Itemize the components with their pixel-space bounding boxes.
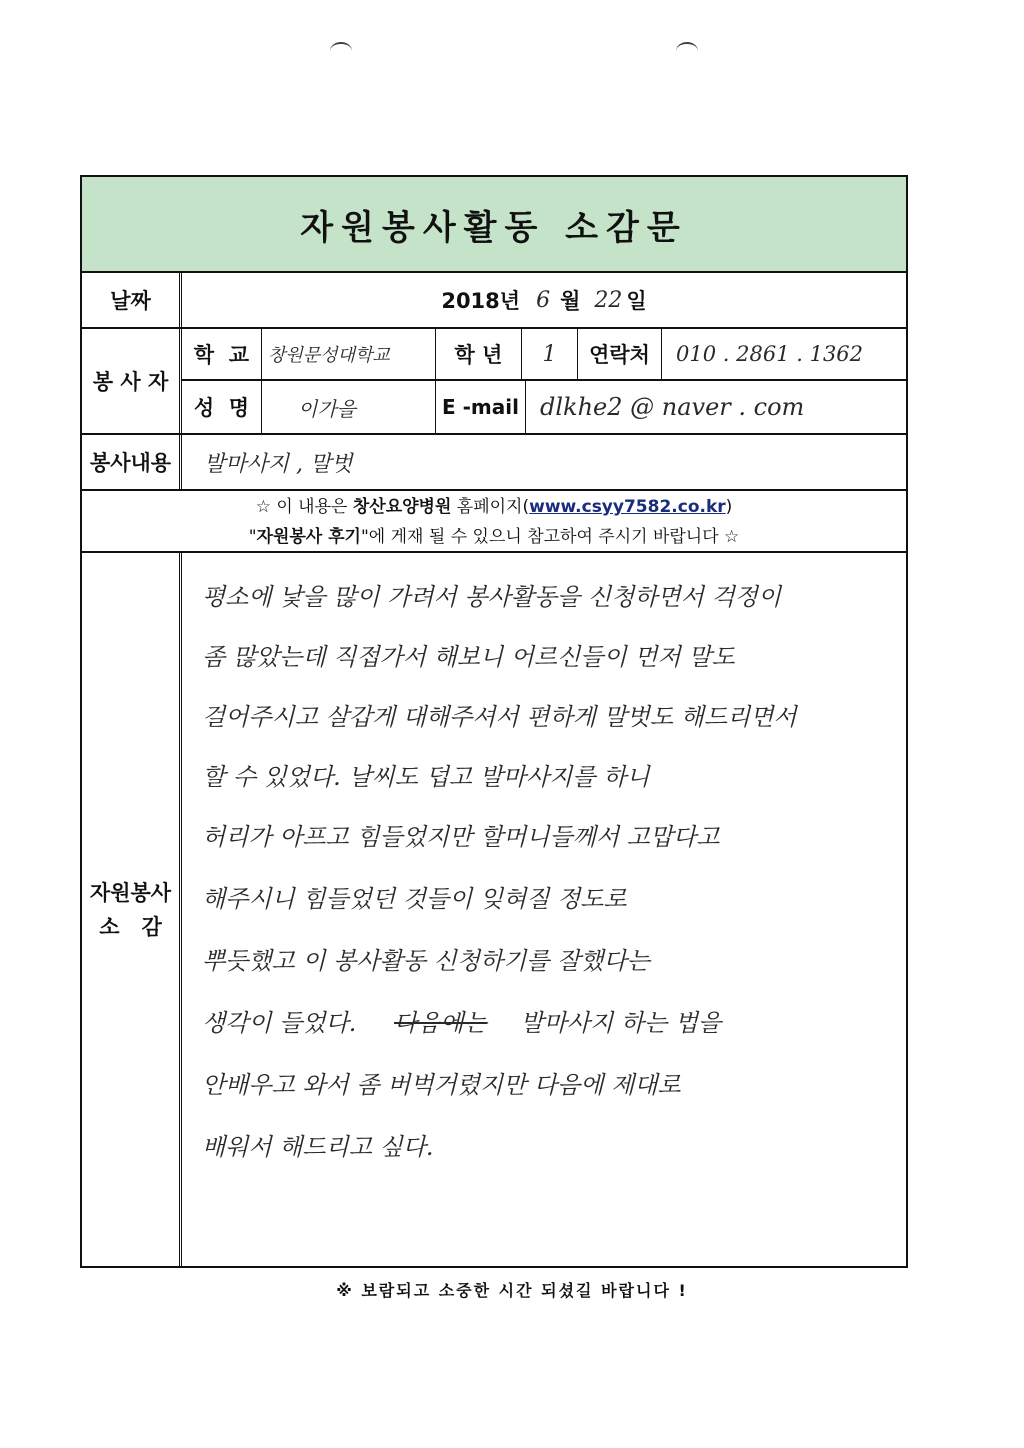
essay-line-9: 안배우고 와서 좀 버벅거렸지만 다음에 제대로 [202, 1071, 681, 1099]
essay-line-7: 뿌듯했고 이 봉사활동 신청하기를 잘했다는 [202, 947, 650, 975]
volunteer-subrow-name [182, 381, 906, 433]
essay-line-8-text: 생각이 들었다. [202, 1009, 357, 1037]
notice-text: 홈페이지( [451, 497, 530, 517]
essay-line-1: 평소에 낯을 많이 가려서 봉사활동을 신청하면서 걱정이 [202, 583, 782, 611]
school-value: 창원문성대학교 [262, 329, 436, 379]
essay-line-8 [202, 1003, 721, 1038]
hospital-name: 창산요양병원 [352, 497, 452, 517]
date-year: 2018년 [441, 289, 521, 313]
service-label: 봉사내용 [82, 435, 182, 489]
email-label: E -mail [436, 381, 526, 433]
service-value: 발마사지 , 말벗 [204, 451, 353, 477]
notice-text: ☆ 이 내용은 [255, 497, 353, 517]
grade-label: 학 년 [436, 329, 522, 379]
hospital-homepage-link[interactable]: www.csyy7582.co.kr [529, 497, 726, 517]
essay-line-5: 허리가 아프고 힘들었지만 할머니들께서 고맙다고 [202, 823, 720, 851]
footer-note: ※ 보람되고 소중한 시간 되셨길 바랍니다 ! [336, 1281, 688, 1300]
binder-hole-mark-left [330, 42, 352, 60]
essay-line-8-continuation: 발마사지 하는 법을 [520, 1009, 722, 1037]
school-label: 학 교 [182, 329, 262, 379]
essay-line-6: 해주시니 힘들었던 것들이 잊혀질 정도로 [202, 885, 627, 913]
impression-label-line-1: 자원봉사 [89, 880, 172, 905]
date-label: 날짜 [82, 273, 182, 327]
impression-label-line-2: 소 감 [99, 914, 162, 939]
struck-out-word: 다음에는 [394, 1009, 487, 1037]
form-title: 자원봉사활동 소감문 [300, 207, 688, 248]
volunteer-report-form [80, 175, 908, 1268]
form-title-bar [82, 177, 906, 273]
name-label: 성 명 [182, 381, 262, 433]
name-value: 이가을 [262, 381, 436, 433]
date-day-unit: 일 [626, 289, 647, 313]
impression-label [82, 553, 182, 1266]
volunteer-block [82, 329, 906, 435]
contact-value: 010 . 2861 . 1362 [676, 342, 864, 366]
volunteer-subrow-school [182, 329, 906, 381]
binder-hole-mark-right [676, 42, 698, 60]
notice-line-2 [82, 522, 906, 552]
date-row [82, 273, 906, 329]
essay-line-3: 걸어주시고 살갑게 대해주셔서 편하게 말벗도 해드리면서 [202, 703, 797, 731]
date-day-handwritten: 22 [594, 287, 623, 313]
grade-value: 1 [522, 329, 578, 379]
date-month-unit: 월 [560, 289, 581, 313]
notice-text: "에 게재 될 수 있으니 참고하여 주시기 바랍니다 ☆ [360, 527, 740, 547]
notice-row [82, 491, 906, 553]
service-row [82, 435, 906, 491]
email-value: dlkhe2 @ naver . com [540, 393, 805, 421]
volunteer-label: 봉 사 자 [82, 329, 182, 433]
essay-line-4: 할 수 있었다. 날씨도 덥고 발마사지를 하니 [202, 763, 650, 791]
essay-line-2: 좀 많았는데 직접가서 해보니 어르신들이 먼저 말도 [202, 643, 735, 671]
essay-line-10: 배워서 해드리고 싶다. [202, 1133, 434, 1161]
notice-text: ) [725, 497, 733, 517]
date-month-handwritten: 6 [536, 287, 551, 313]
review-board-name: 자원봉사 후기 [256, 527, 361, 547]
notice-line-1 [82, 492, 906, 522]
contact-label: 연락처 [578, 329, 662, 379]
date-value [182, 273, 906, 327]
notice-text: " [248, 527, 257, 547]
